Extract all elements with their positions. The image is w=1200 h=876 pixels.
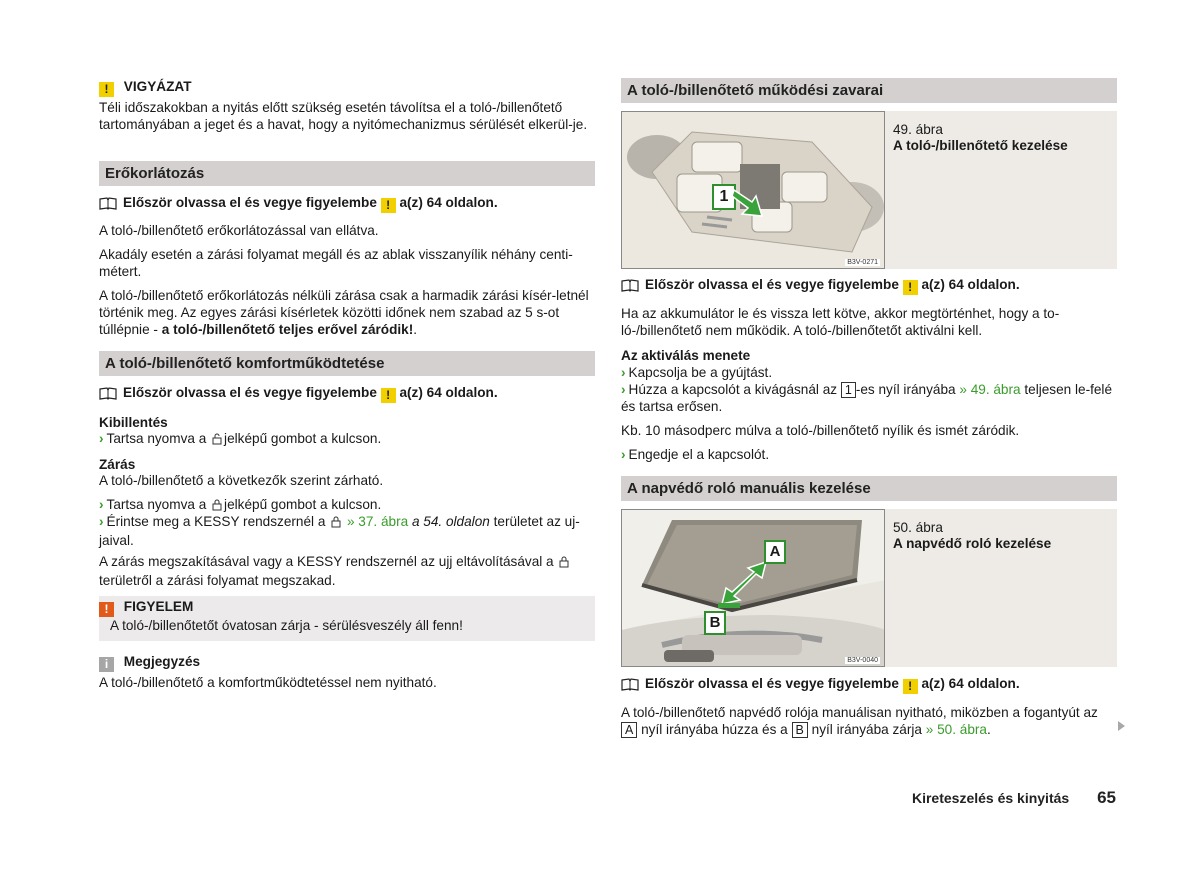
read-first-ref[interactable]: a(z) 64 oldalon.	[921, 676, 1020, 691]
step-text: jelképű gombot a kulcson.	[224, 431, 382, 446]
step-arrow-icon: ›	[99, 497, 104, 512]
step-text: Tartsa nyomva a	[106, 431, 207, 446]
figure-50	[621, 509, 1117, 667]
book-icon	[99, 197, 117, 214]
figure-label-b: B	[704, 611, 726, 635]
read-first-text: Először olvassa el és vegye figyelembe	[645, 277, 899, 292]
read-first-ref[interactable]: a(z) 64 oldalon.	[399, 195, 498, 210]
step-arrow-icon: ›	[99, 431, 104, 446]
warning-icon: !	[99, 82, 114, 97]
paragraph-text: területről a zárási folyamat megszakad.	[99, 573, 336, 588]
page-ref[interactable]: a 54. oldalon	[411, 514, 490, 529]
figure-image	[621, 111, 885, 269]
paragraph: Ha az akkumulátor le és vissza lett kötve, akkor megtörténhet, hogy a to-ló-/billenőtető nem működik. A toló-/billenőtetőt aktiválni kell.	[621, 306, 1060, 338]
step	[621, 446, 1117, 463]
page-footer	[912, 788, 1116, 808]
lock-icon	[559, 555, 569, 572]
section-heading-sunblind: A napvédő roló manuális kezelése	[621, 476, 1117, 501]
paragraph-text: A zárás megszakításával vagy a KESSY rendszernél az ujj eltávolításával a	[99, 554, 554, 569]
read-first-line	[621, 675, 1020, 695]
step-text: Húzza a kapcsolót a kivágásnál az	[628, 382, 838, 397]
read-first-text: Először olvassa el és vegye figyelembe	[645, 676, 899, 691]
book-icon	[99, 387, 117, 404]
arrow-icon	[730, 184, 770, 219]
step	[99, 513, 595, 549]
step	[99, 430, 595, 449]
step	[621, 381, 1117, 415]
paragraph: Akadály esetén a zárási folyamat megáll és az ablak visszanyílik néhány centi-métert.	[99, 247, 573, 279]
paragraph: A toló-/billenőtető a következők szerint zárható.	[99, 473, 384, 488]
figure-link[interactable]: » 50. ábra	[925, 722, 987, 737]
step-text: Tartsa nyomva a	[106, 497, 207, 512]
unlock-icon	[212, 432, 222, 449]
step-text: területet az uj-jaival.	[99, 514, 580, 548]
step-text: -es nyíl irányába	[855, 382, 956, 397]
step	[621, 364, 1117, 381]
paragraph	[99, 553, 595, 589]
paragraph: Kb. 10 másodperc múlva a toló-/billenőtető nyílik és ismét záródik.	[621, 423, 1020, 438]
footer-section: Kireteszelés és kinyitás	[911, 790, 1070, 806]
double-arrow-icon	[720, 560, 770, 608]
label-box: 1	[841, 382, 856, 398]
step-arrow-icon: ›	[621, 447, 626, 462]
handle-marker	[718, 603, 740, 608]
step-text: Kapcsolja be a gyújtást.	[628, 365, 773, 380]
figure-link[interactable]: » 49. ábra	[959, 382, 1021, 397]
caution-text: Téli időszakokban a nyitás előtt szükség esetén távolítsa el a toló-/billenőtető tartományában a jeget és a havat, hogy a nyitómechanizmus sérülését elkerül-je.	[99, 100, 588, 132]
note-box	[99, 653, 595, 691]
figure-label-a: A	[764, 540, 786, 564]
book-icon	[621, 678, 639, 695]
paragraph-bold: a toló-/billenőtető teljes erővel záródik!	[161, 322, 414, 337]
figure-number: 49. ábra	[893, 122, 943, 137]
label-box: B	[792, 722, 808, 738]
step-arrow-icon: ›	[99, 514, 104, 529]
warning-icon: !	[381, 198, 396, 213]
section-heading-malfunction: A toló-/billenőtető működési zavarai	[621, 78, 1117, 103]
figure-code: B3V-0040	[847, 657, 878, 664]
paragraph-text: nyíl irányába zárja	[811, 722, 922, 737]
figure-49	[621, 111, 1117, 269]
step-arrow-icon: ›	[621, 382, 626, 397]
warning-icon: !	[903, 679, 918, 694]
warning-icon: !	[381, 388, 396, 403]
warning-icon: !	[903, 280, 918, 295]
section-heading-force-limit: Erőkorlátozás	[99, 161, 595, 186]
lock-icon	[331, 515, 341, 532]
step-text: teljesen le-felé és tartsa erősen.	[621, 382, 1113, 414]
attention-box	[99, 596, 595, 641]
step-text: jelképű gombot a kulcson.	[224, 497, 382, 512]
subheading-tilt: Kibillentés	[99, 415, 168, 430]
paragraph-text: A toló-/billenőtető erőkorlátozás nélküli zárása csak a harmadik zárási kísér-letnél történik meg. Az egyes zárási kísérletek közötti időnek nem szabad az 5 s-ot túllépnie -	[99, 288, 589, 337]
attention-text: A toló-/billenőtetőt óvatosan zárja - sérülésveszély áll fenn!	[110, 618, 463, 633]
figure-label-1: 1	[712, 184, 736, 210]
caution-box	[99, 78, 595, 133]
caution-title: VIGYÁZAT	[123, 79, 192, 94]
figure-title: A napvédő roló kezelése	[893, 536, 1052, 551]
paragraph	[99, 287, 595, 338]
step-text: Engedje el a kapcsolót.	[628, 447, 770, 462]
paragraph-text: nyíl irányába húzza és a	[641, 722, 788, 737]
step-text: Érintse meg a KESSY rendszernél a	[106, 514, 326, 529]
figure-title: A toló-/billenőtető kezelése	[893, 138, 1068, 153]
read-first-line	[99, 384, 498, 404]
figure-code: B3V-0271	[847, 259, 878, 266]
paragraph: A toló-/billenőtető erőkorlátozással van ellátva.	[99, 223, 379, 238]
figure-number: 50. ábra	[893, 520, 943, 535]
note-text: A toló-/billenőtető a komfortműködtetéssel nem nyitható.	[99, 675, 437, 690]
figure-link[interactable]: » 37. ábra	[346, 514, 409, 529]
paragraph-end: .	[413, 322, 418, 337]
read-first-text: Először olvassa el és vegye figyelembe	[123, 195, 377, 210]
read-first-line	[621, 276, 1020, 296]
subheading-activation: Az aktiválás menete	[621, 348, 751, 363]
book-icon	[621, 279, 639, 296]
paragraph-end: .	[986, 722, 991, 737]
subheading-close: Zárás	[99, 457, 136, 472]
page-number: 65	[1097, 788, 1116, 807]
info-icon: i	[99, 657, 114, 672]
section-heading-comfort: A toló-/billenőtető komfortműködtetése	[99, 351, 595, 376]
attention-title: FIGYELEM	[123, 599, 194, 614]
read-first-line	[99, 194, 498, 214]
step-arrow-icon: ›	[621, 365, 626, 380]
label-box: A	[621, 722, 637, 738]
read-first-text: Először olvassa el és vegye figyelembe	[123, 385, 377, 400]
paragraph-text: A toló-/billenőtető napvédő rolója manuálisan nyitható, miközben a fogantyút az	[621, 705, 1098, 720]
continue-arrow-icon	[1118, 721, 1125, 731]
figure-image	[621, 509, 885, 667]
read-first-ref[interactable]: a(z) 64 oldalon.	[921, 277, 1020, 292]
read-first-ref[interactable]: a(z) 64 oldalon.	[399, 385, 498, 400]
attention-icon: !	[99, 602, 114, 617]
paragraph	[621, 704, 1117, 738]
note-title: Megjegyzés	[123, 654, 201, 669]
